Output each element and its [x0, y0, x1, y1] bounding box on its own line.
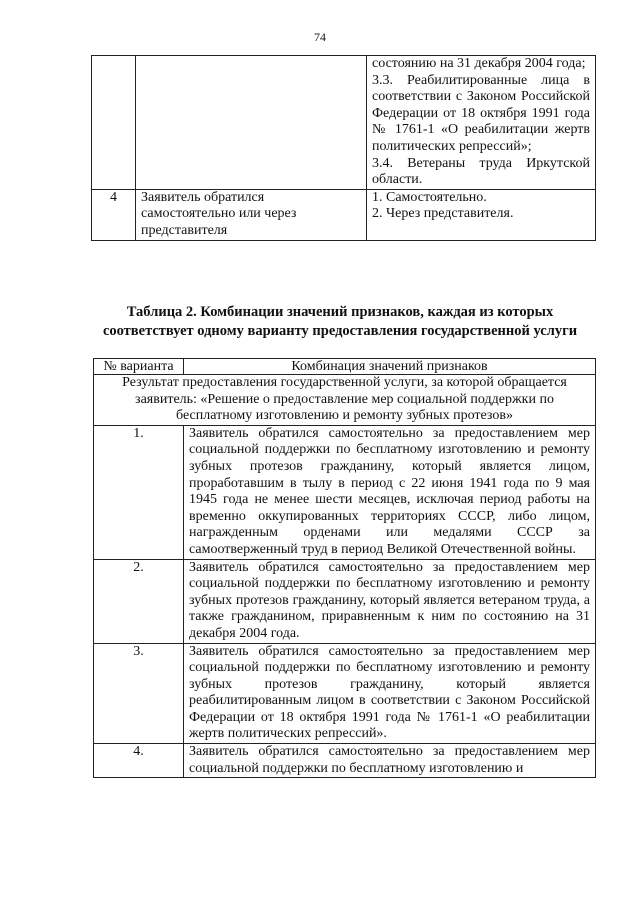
variant-number: 2.	[94, 559, 184, 643]
header-variant-number: № варианта	[94, 359, 184, 375]
variant-combination: Заявитель обратился самостоятельно за предоставлением мер социальной поддержки по бесплатному изготовлению и ремонту зубных протезов гражданину, который является лицом, проработавшим в тылу в период с 22 июня 1941 года по 9 мая 1945 года не менее шести месяцев, исключая период работы на временно оккупированных территориях СССР, либо лицом, награжденным орденами или медалями СССР за самоотверженный труд в период Великой Отечественной войны.	[184, 425, 596, 559]
value-item: 3.4. Ветераны труда Иркутской области.	[372, 155, 590, 188]
value-item: 1. Самостоятельно.	[372, 189, 487, 205]
table-row	[94, 559, 596, 643]
table-row	[94, 425, 596, 559]
variant-number: 3.	[94, 643, 184, 744]
variant-number: 1.	[94, 425, 184, 559]
row-number	[92, 56, 136, 190]
values-cell	[367, 56, 596, 190]
page-number: 74	[314, 30, 326, 44]
values-cell	[367, 189, 596, 240]
table-header-row	[94, 359, 596, 375]
result-row	[94, 375, 596, 426]
row-number: 4	[92, 189, 136, 240]
table-title-line: соответствует одному варианту предоставления государственной услуги	[102, 323, 578, 339]
variant-number: 4.	[94, 744, 184, 778]
value-item: 3.3. Реабилитированные лица в соответствии с Законом Российской Федерации от 18 октября 1991 года № 1761-1 «О реабилитации жертв политических репрессий»;	[372, 72, 590, 154]
table-row	[94, 744, 596, 778]
table-row	[92, 189, 596, 240]
table-title	[80, 303, 600, 341]
value-item: состоянию на 31 декабря 2004 года;	[372, 56, 586, 71]
table-row	[94, 643, 596, 744]
criterion-cell: Заявитель обратился самостоятельно или через представителя	[136, 189, 367, 240]
value-item: 2. Через представителя.	[372, 206, 514, 222]
criterion-cell	[136, 56, 367, 190]
variant-combination: Заявитель обратился самостоятельно за предоставлением мер социальной поддержки по бесплатному изготовлению и	[184, 744, 596, 778]
result-cell: Результат предоставления государственной услуги, за которой обращается заявитель: «Решение о предоставление мер социальной поддержки по бесплатному изготовлению и ремонту зубных протезов»	[94, 375, 596, 426]
variant-combination: Заявитель обратился самостоятельно за предоставлением мер социальной поддержки по бесплатному изготовлению и ремонту зубных протезов гражданину, который является ветераном труда, а также гражданином, приравненным к ним по состоянию на 31 декабря 2004 года.	[184, 559, 596, 643]
criteria-values-table	[91, 55, 596, 241]
header-combination: Комбинация значений признаков	[184, 359, 596, 375]
variants-table	[93, 358, 596, 778]
table-title-line: Таблица 2. Комбинации значений признаков, каждая из которых	[126, 304, 554, 320]
variant-combination: Заявитель обратился самостоятельно за предоставлением мер социальной поддержки по бесплатному изготовлению и ремонту зубных протезов гражданину, который является реабилитированным лицом в соответствии с Законом Российской Федерации от 18 октября 1991 года № 1761-1 «О реабилитации жертв политических репрессий».	[184, 643, 596, 744]
table-row	[92, 56, 596, 190]
